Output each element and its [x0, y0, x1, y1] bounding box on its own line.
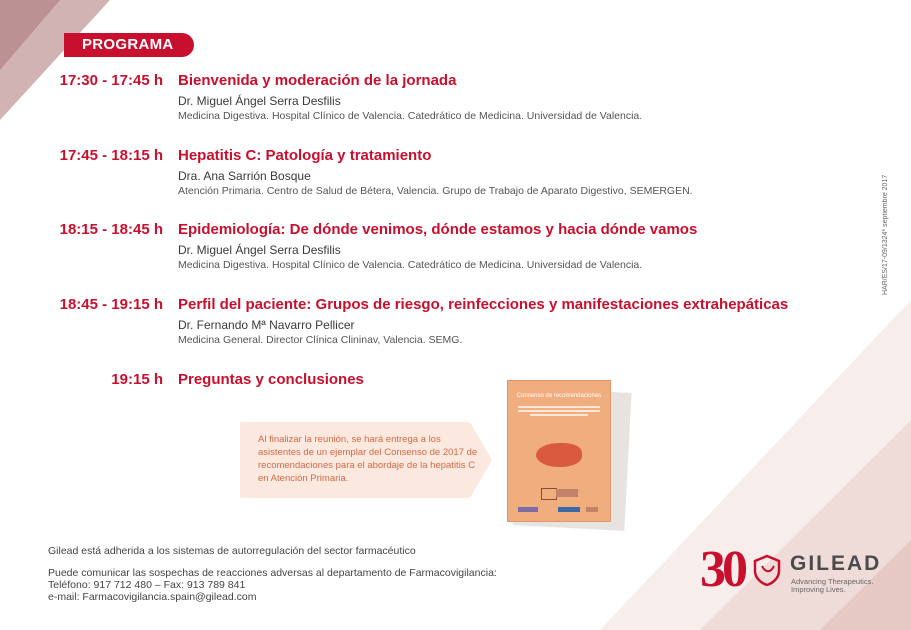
program-time: 17:45 - 18:15 h	[59, 147, 163, 164]
document-code: HAR/ES/17-09/1324* septiembre 2017	[882, 174, 889, 295]
book-illustration	[536, 443, 582, 467]
program-affiliation: Medicina Digestiva. Hospital Clínico de Valencia. Catedrático de Medicina. Universidad de Valencia.	[178, 259, 643, 271]
program-affiliation: Medicina Digestiva. Hospital Clínico de Valencia. Catedrático de Medicina. Universidad de Valencia.	[178, 110, 643, 122]
program-time: 19:15 h	[111, 371, 163, 388]
program-item	[0, 371, 860, 393]
program-speaker: Dr. Miguel Ángel Serra Desfilis	[178, 94, 341, 108]
program-time: 18:15 - 18:45 h	[59, 221, 163, 238]
program-speaker: Dra. Ana Sarrión Bosque	[178, 169, 311, 183]
shield-icon	[752, 554, 782, 586]
pharmacovigilance-contact	[48, 567, 497, 603]
program-title: Epidemiología: De dónde venimos, dónde estamos y hacia dónde vamos	[178, 221, 698, 238]
logo-name: GILEAD	[790, 552, 882, 575]
program-affiliation: Atención Primaria. Centro de Salud de Bétera, Valencia. Grupo de Trabajo de Aparato Digestivo, SEMERGEN.	[178, 185, 693, 197]
contact-email: e-mail: Farmacovigilancia.spain@gilead.com	[48, 591, 257, 603]
program-affiliation: Medicina General. Director Clínica Clininav, Valencia. SEMG.	[178, 334, 463, 346]
consensus-book-cover	[507, 380, 611, 522]
program-time: 17:30 - 17:45 h	[59, 72, 163, 89]
book-logo	[541, 488, 557, 500]
book-subtitle-lines	[518, 404, 600, 418]
program-item	[0, 72, 860, 128]
contact-phone: Teléfono: 917 712 480 – Fax: 913 789 841	[48, 579, 246, 591]
program-title: Preguntas y conclusiones	[178, 371, 364, 388]
book-logo	[556, 489, 578, 497]
program-title: Hepatitis C: Patología y tratamiento	[178, 147, 432, 164]
program-item	[0, 221, 860, 277]
logo-30: 30	[700, 541, 744, 598]
book-title: Consenso de recomendaciones	[516, 393, 602, 399]
program-speaker: Dr. Fernando Mª Navarro Pellicer	[178, 318, 355, 332]
logo-tagline-line: Advancing Therapeutics.	[791, 577, 874, 586]
program-time: 18:45 - 19:15 h	[59, 296, 163, 313]
program-title: Bienvenida y moderación de la jornada	[178, 72, 457, 89]
logo-tagline-line: Improving Lives.	[791, 585, 846, 594]
program-speaker: Dr. Miguel Ángel Serra Desfilis	[178, 243, 341, 257]
adherence-text: Gilead está adherida a los sistemas de autorregulación del sector farmacéutico	[48, 545, 416, 557]
program-title: Perfil del paciente: Grupos de riesgo, reinfecciones y manifestaciones extrahepáticas	[178, 296, 789, 313]
note-text: Al finalizar la reunión, se hará entrega a los asistentes de un ejemplar del Consenso de 2017 de recomendaciones para el abordaje de la hepatitis C en Atención Primaria.	[258, 434, 478, 484]
logo-tagline	[791, 578, 873, 594]
gilead-logo	[700, 540, 890, 600]
program-item	[0, 147, 860, 203]
program-item	[0, 296, 860, 352]
corner-decoration-inner	[0, 0, 60, 70]
contact-line: Puede comunicar las sospechas de reacciones adversas al departamento de Farmacovigilancia:	[48, 567, 497, 579]
programa-badge: PROGRAMA	[64, 33, 194, 57]
book-sponsor-logos	[518, 507, 600, 513]
